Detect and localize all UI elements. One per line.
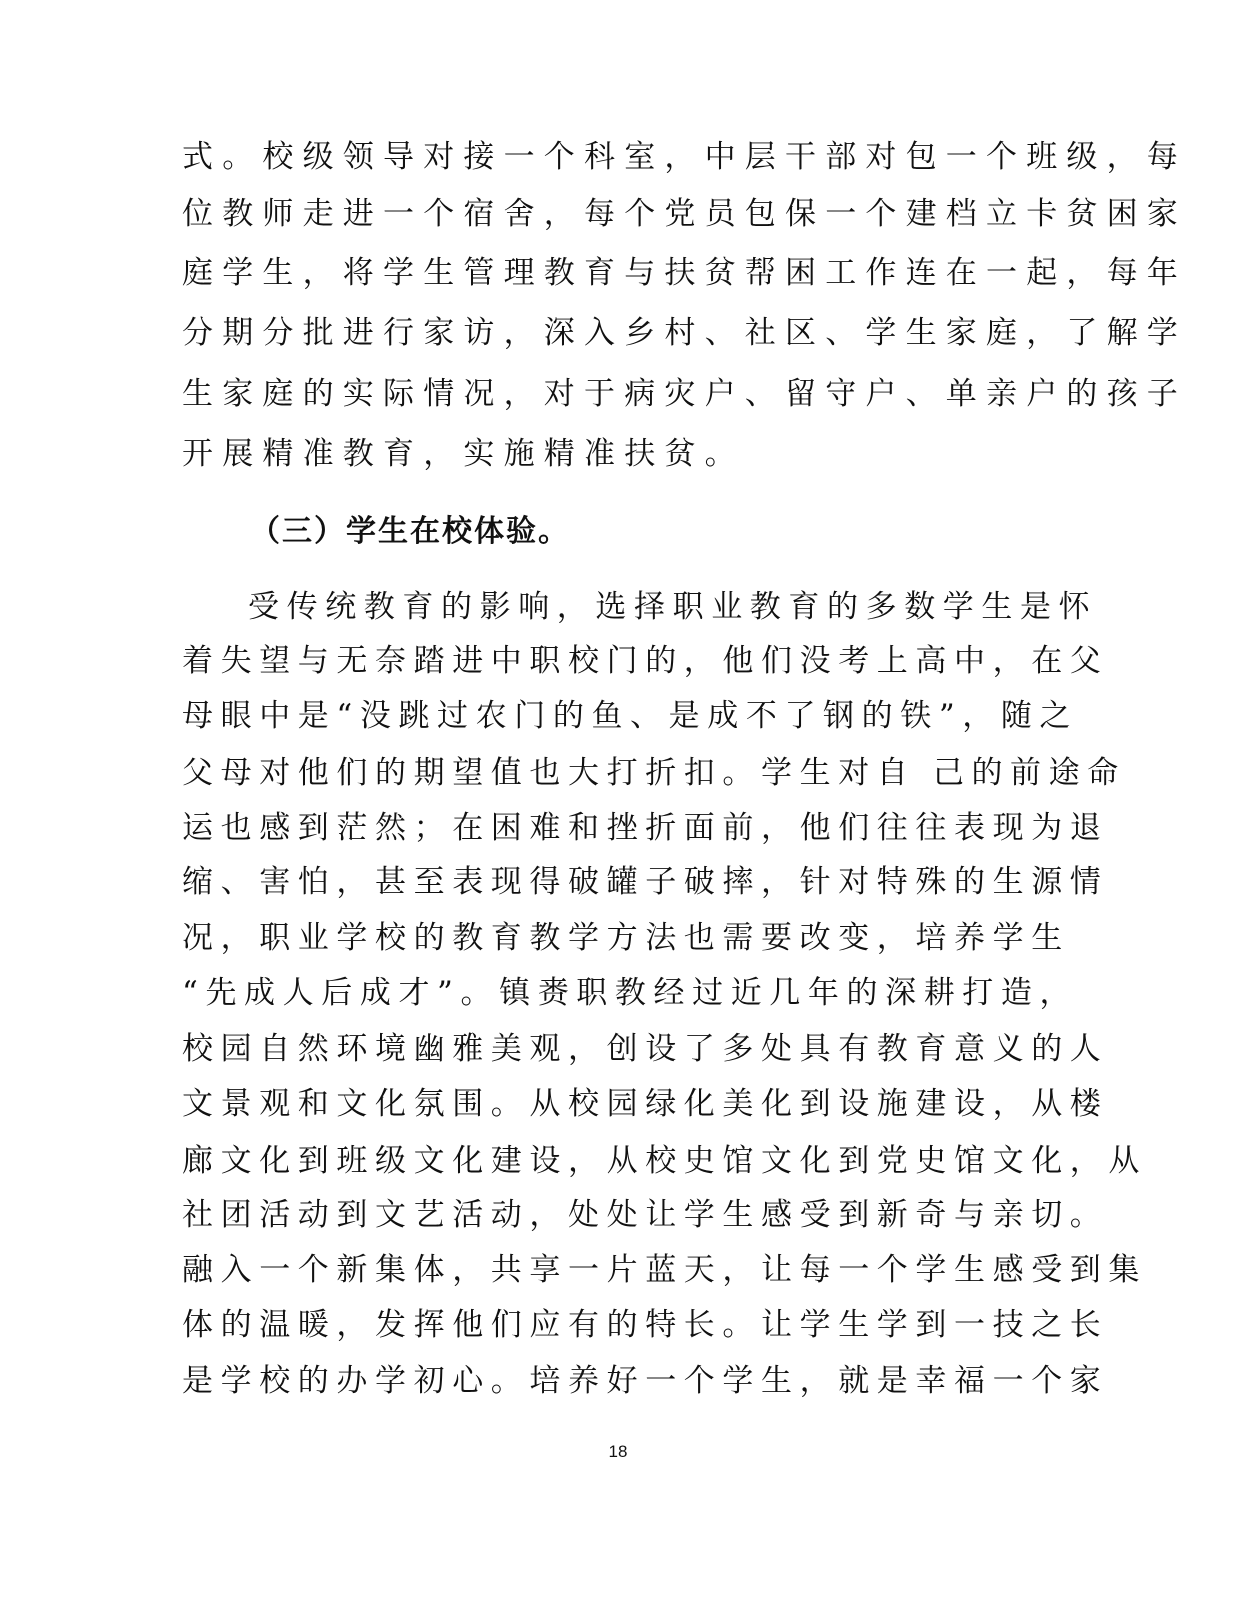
paragraph-line: 况，职业学校的教育教学方法也需要改变，培养学生 — [182, 920, 1070, 956]
paragraph-line: 文景观和文化氛围。从校园绿化美化到设施建设，从楼 — [182, 1086, 1109, 1122]
paragraph-line: 融入一个新集体，共享一片蓝天，让每一个学生感受到集 — [182, 1252, 1147, 1288]
paragraph-line: 开展精准教育，实施精准扶贫。 — [182, 436, 745, 472]
paragraph-line: 生家庭的实际情况，对于病灾户、留守户、单亲户的孩子 — [182, 376, 1187, 412]
paragraph-line: 式。校级领导对接一个科室，中层干部对包一个班级，每 — [182, 139, 1187, 175]
paragraph-line: 是学校的办学初心。培养好一个学生，就是幸福一个家 — [182, 1363, 1109, 1399]
paragraph-line: 父母对他们的期望值也大打折扣。学生对自 己的前途命 — [182, 755, 1126, 791]
paragraph-line: 位教师走进一个宿舍，每个党员包保一个建档立卡贫困家 — [182, 196, 1187, 232]
paragraph-line: 着失望与无奈踏进中职校门的，他们没考上高中，在父 — [182, 643, 1109, 679]
paragraph-line: 运也感到茫然；在困难和挫折面前，他们往往表现为退 — [182, 810, 1109, 846]
paragraph-line: 社团活动到文艺活动，处处让学生感受到新奇与亲切。 — [182, 1197, 1109, 1233]
paragraph-line: 分期分批进行家访，深入乡村、社区、学生家庭，了解学 — [182, 315, 1187, 351]
paragraph-line: “先成人后成才”。镇赉职教经过近几年的深耕打造， — [182, 975, 1079, 1011]
paragraph-line: 体的温暖，发挥他们应有的特长。让学生学到一技之长 — [182, 1307, 1109, 1343]
paragraph-line: 庭学生，将学生管理教育与扶贫帮困工作连在一起，每年 — [182, 255, 1187, 291]
paragraph-line: 校园自然环境幽雅美观，创设了多处具有教育意义的人 — [182, 1031, 1109, 1067]
paragraph-line: 缩、害怕，甚至表现得破罐子破摔，针对特殊的生源情 — [182, 864, 1109, 900]
paragraph-line: 母眼中是“没跳过农门的鱼、是成不了钢的铁”，随之 — [182, 698, 1079, 734]
paragraph-line: 廊文化到班级文化建设，从校史馆文化到党史馆文化，从 — [182, 1143, 1147, 1179]
page-number: 18 — [608, 1442, 628, 1461]
paragraph-line: 受传统教育的影响，选择职业教育的多数学生是怀 — [248, 589, 1098, 625]
section-heading: （三）学生在校体验。 — [250, 514, 570, 549]
